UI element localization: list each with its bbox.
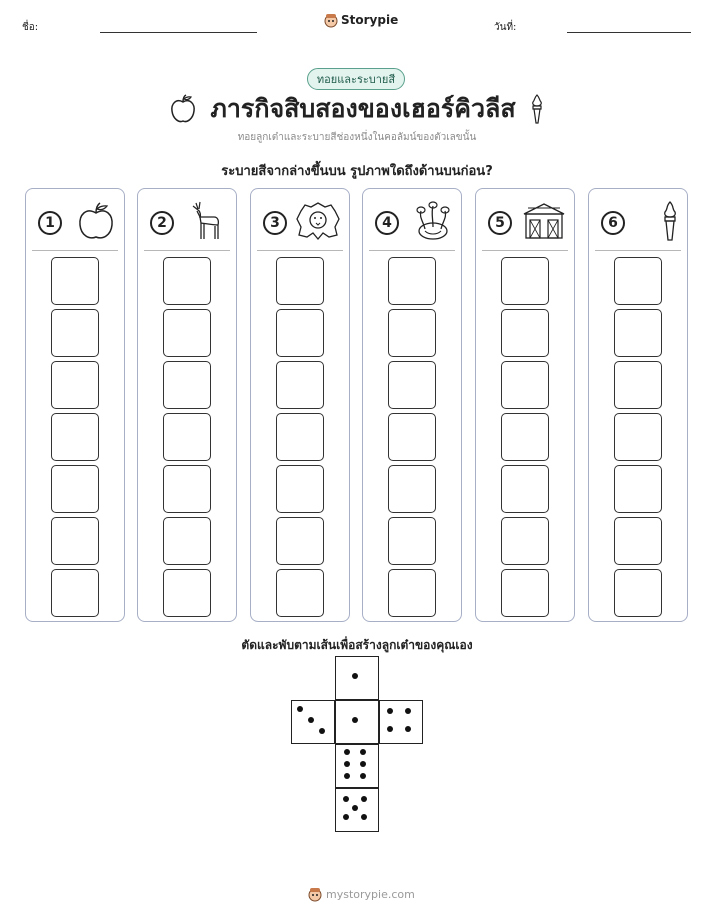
- die-pip: [352, 805, 358, 811]
- die-pip: [361, 796, 367, 802]
- column-header: [34, 203, 116, 243]
- color-box[interactable]: [614, 361, 662, 409]
- color-box[interactable]: [163, 517, 211, 565]
- color-box[interactable]: [276, 413, 324, 461]
- column-header: [259, 203, 341, 243]
- color-box[interactable]: [276, 361, 324, 409]
- color-box[interactable]: [163, 309, 211, 357]
- column-number: 6: [601, 211, 625, 235]
- die-face: [291, 700, 335, 744]
- die-pip: [360, 773, 366, 779]
- apple-icon: [76, 201, 116, 245]
- die-pip: [308, 717, 314, 723]
- column-divider: [369, 250, 455, 251]
- color-box[interactable]: [51, 413, 99, 461]
- die-pip: [405, 708, 411, 714]
- color-box[interactable]: [614, 465, 662, 513]
- column-header: [146, 203, 228, 243]
- die-face: [335, 788, 379, 832]
- color-box[interactable]: [276, 517, 324, 565]
- die-pip: [387, 726, 393, 732]
- footer-url[interactable]: mystorypie.com: [326, 887, 415, 901]
- column-header: [371, 203, 453, 243]
- color-box[interactable]: [51, 517, 99, 565]
- column-header: [484, 203, 566, 243]
- die-pip: [352, 717, 358, 723]
- activity-tag: ทอยและระบายสี: [307, 68, 405, 90]
- color-box[interactable]: [614, 257, 662, 305]
- pie-mascot-icon: [324, 12, 338, 28]
- brand-name: Storypie: [341, 13, 399, 27]
- color-box[interactable]: [501, 257, 549, 305]
- column-5: [475, 188, 575, 622]
- color-box[interactable]: [51, 361, 99, 409]
- column-number: 2: [150, 211, 174, 235]
- color-box[interactable]: [501, 465, 549, 513]
- color-box[interactable]: [276, 257, 324, 305]
- color-box[interactable]: [388, 569, 436, 617]
- column-divider: [595, 250, 681, 251]
- pie-mascot-icon: [308, 886, 322, 902]
- color-box[interactable]: [276, 309, 324, 357]
- die-face: [335, 744, 379, 788]
- torch-icon: [530, 94, 544, 124]
- color-box[interactable]: [501, 413, 549, 461]
- die-pip: [360, 761, 366, 767]
- color-box[interactable]: [501, 569, 549, 617]
- color-box[interactable]: [51, 569, 99, 617]
- die-pip: [343, 814, 349, 820]
- color-box[interactable]: [501, 361, 549, 409]
- column-number: 4: [375, 211, 399, 235]
- die-pip: [297, 706, 303, 712]
- color-box[interactable]: [614, 413, 662, 461]
- column-3: [250, 188, 350, 622]
- color-box[interactable]: [501, 309, 549, 357]
- color-box[interactable]: [163, 257, 211, 305]
- column-divider: [32, 250, 118, 251]
- die-face: [335, 656, 379, 700]
- color-box[interactable]: [388, 465, 436, 513]
- instruction: ระบายสีจากล่างขึ้นบน รูปภาพใดถึงด้านบนก่อน?: [221, 164, 493, 179]
- color-box[interactable]: [388, 361, 436, 409]
- apple-icon: [170, 94, 196, 124]
- column-number: 5: [488, 211, 512, 235]
- lion-pelt-icon: [295, 201, 341, 245]
- die-face: [379, 700, 423, 744]
- column-number: 1: [38, 211, 62, 235]
- page-title: ภารกิจสิบสองของเฮอร์คิวลีส: [210, 94, 516, 123]
- column-2: [137, 188, 237, 622]
- color-box[interactable]: [501, 517, 549, 565]
- color-box[interactable]: [163, 413, 211, 461]
- subtitle: ทอยลูกเต๋าและระบายสีช่องหนึ่งในคอลัมน์ของตัวเลขนั้น: [237, 132, 477, 143]
- column-4: [362, 188, 462, 622]
- die-face: [335, 700, 379, 744]
- color-box[interactable]: [51, 309, 99, 357]
- stable-icon: [522, 202, 566, 244]
- color-box[interactable]: [51, 465, 99, 513]
- color-box[interactable]: [388, 309, 436, 357]
- die-pip: [344, 761, 350, 767]
- footer: [308, 886, 415, 902]
- cut-instruction: ตัดและพับตามเส้นเพื่อสร้างลูกเต๋าของคุณเอง: [241, 638, 473, 652]
- color-box[interactable]: [276, 569, 324, 617]
- date-label: วันที่:: [494, 22, 517, 33]
- column-header: [597, 203, 679, 243]
- die-pip: [405, 726, 411, 732]
- column-1: [25, 188, 125, 622]
- color-box[interactable]: [163, 465, 211, 513]
- column-6: [588, 188, 688, 622]
- torch-icon: [661, 201, 679, 245]
- color-box[interactable]: [51, 257, 99, 305]
- die-pip: [387, 708, 393, 714]
- die-pip: [344, 773, 350, 779]
- color-box[interactable]: [614, 569, 662, 617]
- brand-logo: [324, 12, 398, 28]
- hydra-icon: [413, 201, 453, 245]
- die-pip: [352, 673, 358, 679]
- color-box[interactable]: [163, 361, 211, 409]
- title-row: [0, 90, 714, 128]
- column-divider: [482, 250, 568, 251]
- color-box[interactable]: [614, 517, 662, 565]
- column-number: 3: [263, 211, 287, 235]
- die-pip: [343, 796, 349, 802]
- color-box[interactable]: [388, 413, 436, 461]
- name-line: [100, 32, 257, 33]
- die-pip: [360, 749, 366, 755]
- die-pip: [344, 749, 350, 755]
- color-box[interactable]: [388, 517, 436, 565]
- die-pip: [361, 814, 367, 820]
- color-box[interactable]: [388, 257, 436, 305]
- column-divider: [257, 250, 343, 251]
- name-label: ชื่อ:: [22, 22, 39, 33]
- color-box[interactable]: [276, 465, 324, 513]
- deer-icon: [188, 201, 228, 245]
- color-box[interactable]: [614, 309, 662, 357]
- color-box[interactable]: [163, 569, 211, 617]
- date-line: [567, 32, 691, 33]
- column-divider: [144, 250, 230, 251]
- die-pip: [319, 728, 325, 734]
